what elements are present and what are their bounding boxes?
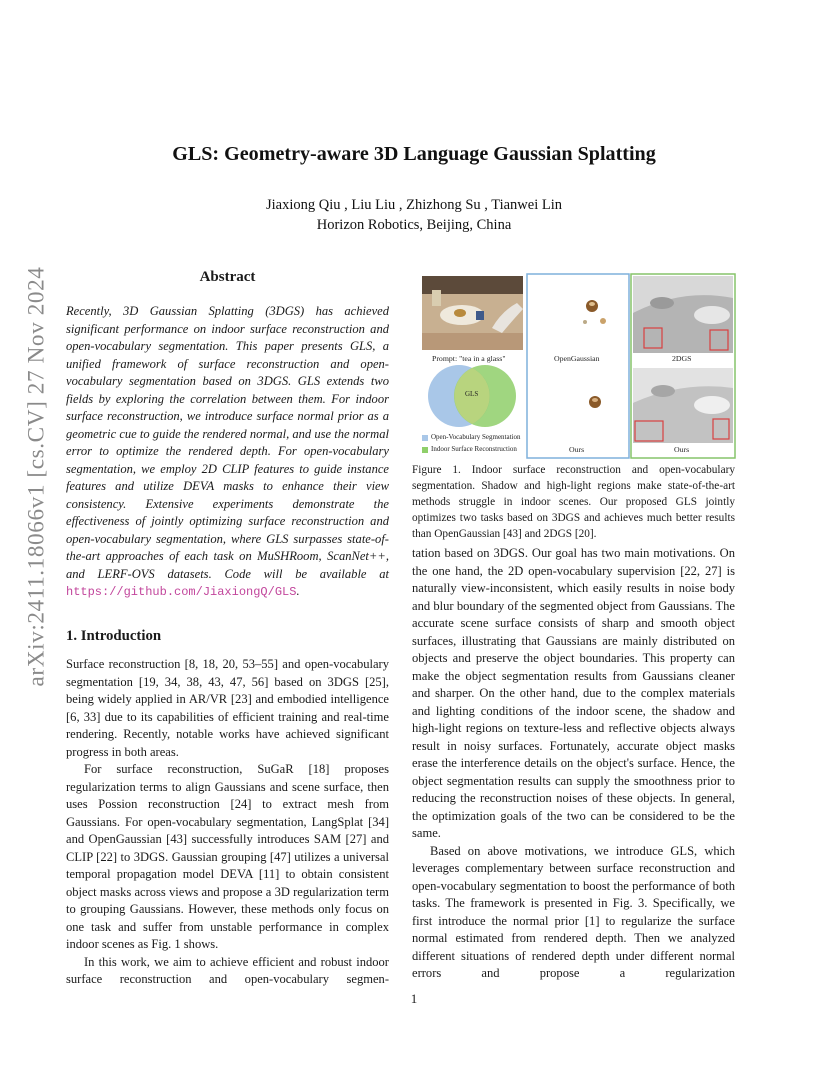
legend-swatch-segmentation <box>422 435 428 441</box>
prompt-label: Prompt: "tea in a glass" <box>432 354 506 363</box>
author-block <box>0 195 828 235</box>
segmentation-result-bottom <box>589 396 601 408</box>
legend-swatch-reconstruction <box>422 447 428 453</box>
figure-1-caption-text: Figure 1. Indoor surface reconstruction and open-vocabulary segmentation. Shadow and high-light regions make state-of-the-art methods struggle in indoor scenes. Our proposed GLS jointly optimizes two tasks based on 3DGS and achieves much better results than OpenGaussian [43] and 2DGS [20]. <box>412 464 735 540</box>
figure-1-graphic <box>422 273 736 459</box>
abstract-end: . <box>296 584 300 598</box>
author-list: Jiaxiong Qiu , Liu Liu , Zhizhong Su , Tianwei Lin <box>265 197 563 213</box>
intro-paragraph-2: For surface reconstruction, SuGaR [18] proposes regularization terms to align Gaussians and scene surface, then uses Possion reconstruction [24] to extract mesh from Gaussians. For open-vocabulary segmentation, LangSplat [34] and OpenGaussian [43] successfully introduces SAM [27] and CLIP [22] to 3DGS. Gaussian grouping [47] utilizes a universal temporal propagation model DEVA [11] to obtain consistent object masks across views and propose a 3D regularization term to grouping Gaussians. However, these methods only focus on one task and suffer from unstable performance in complex indoor scenes as Fig. 1 shows. <box>66 762 389 951</box>
mesh-render-ours <box>633 368 733 443</box>
right-paragraph-1: tation based on 3DGS. Our goal has two main motivations. On the one hand, the 2D open-vocabulary supervision [22, 27] is naturally view-inconsistent, which easily results in noise body and blur boundary of the segmented object from Gaussians. The accurate scene surface consists of sharp and smooth object surfaces, illustrating that Gaussians are mainly distributed on objects and preserve the object boundaries. This property can make the object segmentation results from Gaussians cleaner and sharper. On the other hand, due to the complex materials and lighting conditions of the indoor scene, the shadow and high-light regions on texture-less and reflective objects always result in noisy surfaces. Fortunately, accurate object masks erase the interference details on the object's surface. Hence, the object segmentation results can supply the smoothness prior to reducing the reconstruction noises of these objects. In general, the optimization goals of the two can be considered to be the same. <box>412 546 735 840</box>
legend-segmentation: Open-Vocabulary Segmentation <box>431 433 521 441</box>
arxiv-identifier-text: arXiv:2411.18066v1 [cs.CV] 27 Nov 2024 <box>23 266 50 686</box>
intro-paragraph-1: Surface reconstruction [8, 18, 20, 53–55] and open-vocabulary segmentation [19, 34, 38, 43, 47, 56] based on 3DGS [25], being widely applied in AR/VR [23] and embodied intelligence [6, 33] due to its capabilities of efficient training and real-time rendering. Recently, notable works have achieved significant progress in both areas. <box>66 657 389 759</box>
code-link[interactable]: https://github.com/JiaxiongQ/GLS <box>66 585 297 599</box>
introduction-body <box>66 656 389 989</box>
label-opengaussian: OpenGaussian <box>554 354 600 363</box>
figure-1-caption <box>412 462 735 542</box>
label-ours-segmentation: Ours <box>569 445 585 454</box>
arxiv-identifier <box>21 266 53 686</box>
figure-1 <box>422 273 736 459</box>
right-column-body <box>412 545 735 983</box>
abstract-heading: Abstract <box>199 269 256 285</box>
venn-center-label: GLS <box>465 390 479 398</box>
abstract-text: Recently, 3D Gaussian Splatting (3DGS) has achieved significant performance on indoor surface reconstruction and open-vocabulary segmentation. This paper presents GLS, a unified framework of surface reconstruction and open-vocabulary segmentation based on 3DGS. GLS extends two fields by exploring the correlation between them. For indoor surface reconstruction, we introduce surface normal prior as a geometric cue to guide the rendered normal, and use the normal error to optimize the rendered depth. For open-vocabulary segmentation, we employ 2D CLIP features to guide instance features and utilize DEVA masks to enhance their view consistency. Extensive experiments demonstrate the effectiveness of jointly optimizing surface reconstruction and open-vocabulary segmentation, where GLS surpasses state-of-the-art approaches of each task on MuSHRoom, ScanNet++, and LERF-OVS datasets. Code will be available at <box>66 304 389 581</box>
section-heading-introduction: 1. Introduction <box>66 628 162 644</box>
label-ours-reconstruction: Ours <box>674 445 690 454</box>
legend-reconstruction: Indoor Surface Reconstruction <box>431 445 517 453</box>
page-number: 1 <box>410 991 418 1006</box>
affiliation: Horizon Robotics, Beijing, China <box>316 217 512 233</box>
frame-segmentation <box>527 274 629 458</box>
mesh-render-2dgs <box>633 276 733 353</box>
scene-photo <box>422 276 523 350</box>
abstract-body <box>66 303 389 602</box>
intro-paragraph-3: In this work, we aim to achieve efficient and robust indoor surface reconstruction and open-vocabulary segmen- <box>66 954 389 986</box>
label-2dgs: 2DGS <box>672 354 692 363</box>
right-paragraph-2: Based on above motivations, we introduce GLS, which leverages complementary between surface reconstruction and open-vocabulary segmentation to boost the performance of both tasks. The framework is presented in Fig. 3. Specifically, we first introduce the normal prior [1] to regularize the surface normal estimated from rendered depth. Then we analyzed different situations of rendered depth under different normal errors and propose a regularization <box>412 843 735 980</box>
paper-title: GLS: Geometry-aware 3D Language Gaussian Splatting <box>172 143 656 165</box>
